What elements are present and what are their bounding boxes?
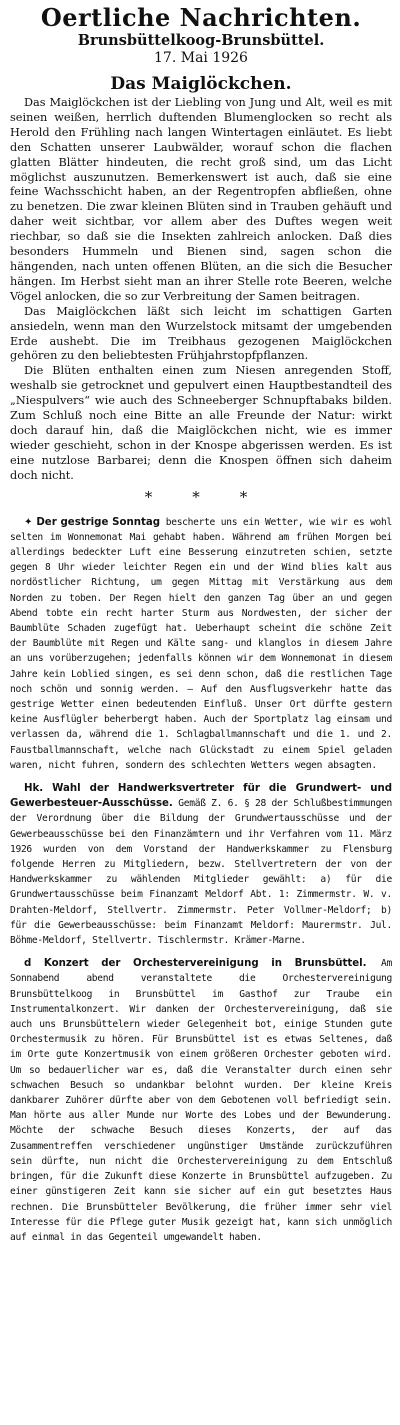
news-item-orchestra-concert <box>10 956 392 1245</box>
lead-paragraph: Das Maiglöckchen ist der Liebling von Jung und Alt, weil es mit seinen weißen, herrlich duftenden Blumenglocken so recht als Herold den Frühling nach langen Wintertagen einläutet. Es liebt den Schatten unserer Laubwälder, worauf schon die flachen glatten Blätter hindeuten, die recht groß sind, um das Licht möglichst auszunutzen. Bemerkenswert ist auch, daß sie eine feine Wachsschicht haben, an der Regentropfen abfließen, ohne zu benetzen. Die zwar kleinen Blüten sind in Trauben gehäuft und daher weit sichtbar, vor allem aber des Duftes wegen weit riechbar, so daß sie die Insekten zahlreich anlocken. Daß dies besonders Hummeln und Bienen sind, sagen schon die hängenden, nach unten offenen Blüten, an die sich die Besucher hängen. Im Herbst sieht man an ihrer Stelle rote Beeren, welche Vögel anlocken, die so zur Verbreitung der Samen beitragen. <box>10 96 392 303</box>
news-item-lead: Hk. Wahl der Handwerksvertreter für die Grundwert- und Gewerbesteuer-Ausschüsse. <box>10 783 392 810</box>
news-item-text: Gemäß Z. 6. § 28 der Schlußbestimmungen der Verordnung über die Bildung der Grundwertausschüsse und der Gewerbeausschüsse bei den Finanzämtern und ihr Verfahren vom 11. März 1926 wurden von dem Vorstand der Handwerkskammer zu Flensburg folgende Herren zu Mitgliedern, bezw. Stellvertretern der von der Handwerkskammer zu wählenden Mitglieder gewählt: a) für die Grundwertausschüsse beim Finanzamt Meldorf Abt. 1: Zimmermstr. W. v. Drahten-Meldorf, Stellvertr. Zimmermstr. Peter Vollmer-Meldorf; b) für die Gewerbeausschüsse: beim Finanzamt Meldorf: Maurermstr. Jul. Böhme-Meldorf, Stellvertr. Tischlermstr. Krämer-Marne. <box>10 798 392 947</box>
section-masthead: Oertliche Nachrichten. <box>40 3 362 32</box>
separator-star: * <box>144 487 193 506</box>
lead-article-title: Das Maiglöckchen. <box>110 74 292 94</box>
lead-article-body <box>10 96 392 484</box>
place-heading: Brunsbüttelkoog-Brunsbüttel. <box>77 32 325 49</box>
news-item-craft-representatives <box>10 781 392 948</box>
lead-paragraph: Die Blüten enthalten einen zum Niesen anregenden Stoff, weshalb sie getrocknet und gepulvert einen Hauptbestandteil des „Niespulvers“ wie auch des Schneeberger Schnupftabaks bilden. Zum Schluß noch eine Bitte an alle Freunde der Natur: wirkt doch darauf hin, daß die Maiglöckchen nicht, wie es immer wieder geschieht, schon in der Knospe abgerissen werden. Es ist eine nutzlose Barbarei; denn die Knospen öffnen sich daheim doch nicht. <box>10 364 392 482</box>
separator-star: * <box>239 487 288 506</box>
separator-star: * <box>192 487 240 506</box>
news-item-text: bescherte uns ein Wetter, wie wir es wohl selten im Wonnemonat Mai gehabt haben. Während am frühen Morgen bei allerdings bedeckter Luft eine Besserung einzutreten schien, setzte gegen 8 Uhr wieder leichter Regen ein und der Wind blies kalt aus nordöstlicher Richtung, um gegen Mittag mit Verstärkung aus dem Norden zu toben. Der Regen hielt den ganzen Tag über an und gegen Abend tobte ein recht harter Sturm aus Nordwesten, der sicher der Baumblüte Schaden zugefügt hat. Ueberhaupt scheint die schöne Zeit der Baumblüte mit Regen und Kälte sang- und klanglos in diesem Jahre an uns vorüberzugehen; jedenfalls können wir dem Wonnemonat in diesem Jahre kein Loblied singen, es sei denn schon, daß die restlichen Tage noch schön und sonnig werden. — Auf den Ausflugsverkehr hatte das gestrige Wetter einen bedeutenden Einfluß. Unser Ort dürfte gestern keine Ausflügler beherbergt haben. Auch der Sportplatz lag einsam und verlassen da, während die 1. Schlagballmannschaft und die 1. und 2. Faustballmannschaft, welche nach Glückstadt zu einem Spiel geladen waren, nicht fuhren, sondern des schlechten Wetters wegen absagten. <box>10 516 392 771</box>
lead-paragraph: Das Maiglöckchen läßt sich leicht im schattigen Garten ansiedeln, wenn man den Wurzelstock mitsamt der umgebenden Erde aushebt. Die im Treibhaus gezogenen Maiglöckchen gehören zu den beliebtesten Frühjahrstopfpflanzen. <box>10 304 392 363</box>
section-separator <box>40 489 392 505</box>
news-item-lead: d Konzert der Orchestervereinigung in Brunsbüttel. <box>24 958 367 970</box>
issue-date: 17. Mai 1926 <box>154 50 248 66</box>
news-item-sunday-weather <box>10 515 392 773</box>
news-items <box>10 515 392 1246</box>
news-item-lead: ✦ Der gestrige Sonntag <box>24 516 161 528</box>
news-item-text: Am Sonnabend abend veranstaltete die Orchestervereinigung Brunsbüttelkoog in Brunsbüttel im Gasthof zur Traube ein Instrumentalkonzert. Wir danken der Orchestervereinigung, daß sie auch uns Brunsbüttelern wieder Gelegenheit bot, einige Stunden gute Orchestermusik zu hören. Für Brunsbüttel ist es etwas Seltenes, daß im Orte gute Konzertmusik von einem größeren Orchester geboten wird. Um so bedauerlicher war es, daß die Veranstalter durch einen sehr schwachen Besuch so undankbar belohnt wurden. Der kleine Kreis dankbarer Zuhörer dürfte aber von dem Gebotenen voll befriedigt sein. Man hörte aus aller Munde nur Worte des Lobes und der Bewunderung. Möchte der schwache Besuch dieses Konzerts, der auf das Zusammentreffen verschiedener ungünstiger Umstände zurückzuführen sein dürfte, nun nicht die Orchestervereinigung zu dem Entschluß bringen, für die Zukunft diese Konzerte in Brunsbüttel aufzugeben. Zu einer günstigeren Zeit kann sie sicher auf ein gut besetztes Haus rechnen. Die Brunsbütteler Bevölkerung, die früher immer sehr viel Interesse für die Pflege guter Musik gezeigt hat, kann sich unmöglich auf einmal in das Gegenteil umgewandelt haben. <box>10 958 392 1243</box>
